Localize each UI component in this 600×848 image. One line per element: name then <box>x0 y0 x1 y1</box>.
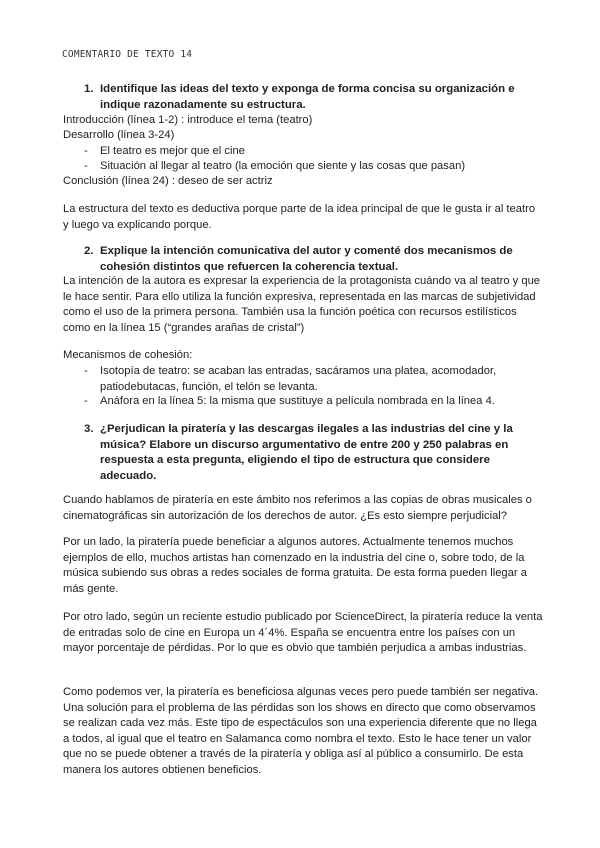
question-1-number: 1. <box>84 83 94 95</box>
question-3 <box>84 422 534 484</box>
intention-paragraph: La intención de la autora es expresar la experiencia de la protagonista cuándo va al teatro y que le hace sentir. Para ello utiliza la función expresiva, representada en las marcas de subjetividad como el uso de la primera persona. También usa la función poética con recursos estilísticos como en la línea 15 (“grandes arañas de cristal”) <box>63 275 541 334</box>
question-3-number: 3. <box>84 423 94 435</box>
structure-paragraph: La estructura del texto es deductiva porque parte de la idea principal de que le gusta ir al teatro y luego va explicando porque. <box>63 203 536 231</box>
desarrollo-item: - Situación al llegar al teatro (la emoción que siente y las cosas que pasan) <box>84 159 524 175</box>
structure-intro: Introducción (línea 1-2) : introduce el tema (teatro) <box>63 114 313 126</box>
desarrollo-item: - El teatro es mejor que el cine <box>84 144 524 160</box>
question-1 <box>84 82 534 113</box>
question-3-text: ¿Perjudican la piratería y las descargas ilegales a las industrias del cine y la música? Elabore un discurso argumentativo de entre 200 y 250 palabras en respuesta a esta pregunta, eligiendo el tipo de estructura que considere adecuado. <box>100 423 513 482</box>
essay-paragraph: Como podemos ver, la piratería es beneficiosa algunas veces pero puede también ser negativa. Una solución para el problema de las pérdidas son los shows en directo que como observamos se realizan cada vez más. Este tipo de espectáculos son una experiencia diferente que no llega a todos, al igual que el teatro en Salamanca como nombra el texto. Esto le hace tener un valor que no se puede obtener a través de la piratería y obliga así al público a consumirlo. De esta manera los autores obtienen beneficios. <box>63 686 539 776</box>
essay-paragraph: Por un lado, la piratería puede beneficiar a algunos autores. Actualmente tenemos muchos ejemplos de ello, muchos artistas han comenzado en la industria del cine o, sobre todo, de la música subiendo sus obras a redes sociales de forma gratuita. De esta forma pueden llegar a más gente. <box>63 536 527 595</box>
essay-paragraph: Por otro lado, según un reciente estudio publicado por ScienceDirect, la piratería reduce la venta de entradas solo de cine en Europa un 4´4%. España se encuentra entre los países con un mayor porcentaje de pérdidas. Por lo que es obvio que también perjudica a ambas industrias. <box>63 611 543 655</box>
cohesion-item: - Isotopía de teatro: se acaban las entradas, sacáramos una platea, acomodador, patiodebutacas, función, el telón se levanta. <box>84 365 497 393</box>
bullet-dash: - <box>84 145 88 157</box>
bullet-dash: - <box>84 365 88 377</box>
bullet-dash: - <box>84 395 88 407</box>
question-1-text: Identifique las ideas del texto y exponga de forma concisa su organización e indique razonadamente su estructura. <box>100 83 515 111</box>
bullet-dash: - <box>84 160 88 172</box>
document-header: COMENTARIO DE TEXTO 14 <box>62 49 193 60</box>
question-2-number: 2. <box>84 245 94 257</box>
structure-desarrollo: Desarrollo (línea 3-24) <box>63 129 175 141</box>
cohesion-title: Mecanismos de cohesión: <box>63 349 193 361</box>
cohesion-item: - Anáfora en la línea 5: la misma que sustituye a película nombrada en la línea 4. <box>84 394 524 410</box>
question-2-text: Explique la intención comunicativa del autor y comenté dos mecanismos de cohesión distintos que refuercen la coherencia textual. <box>100 245 513 273</box>
question-2 <box>84 244 534 275</box>
essay-paragraph: Cuando hablamos de piratería en este ámbito nos referimos a las copias de obras musicales o cinematográficas sin autorización de los derechos de autor. ¿Es esto siempre perjudicial? <box>63 494 532 522</box>
structure-conclusion: Conclusión (línea 24) : deseo de ser actriz <box>63 175 273 187</box>
